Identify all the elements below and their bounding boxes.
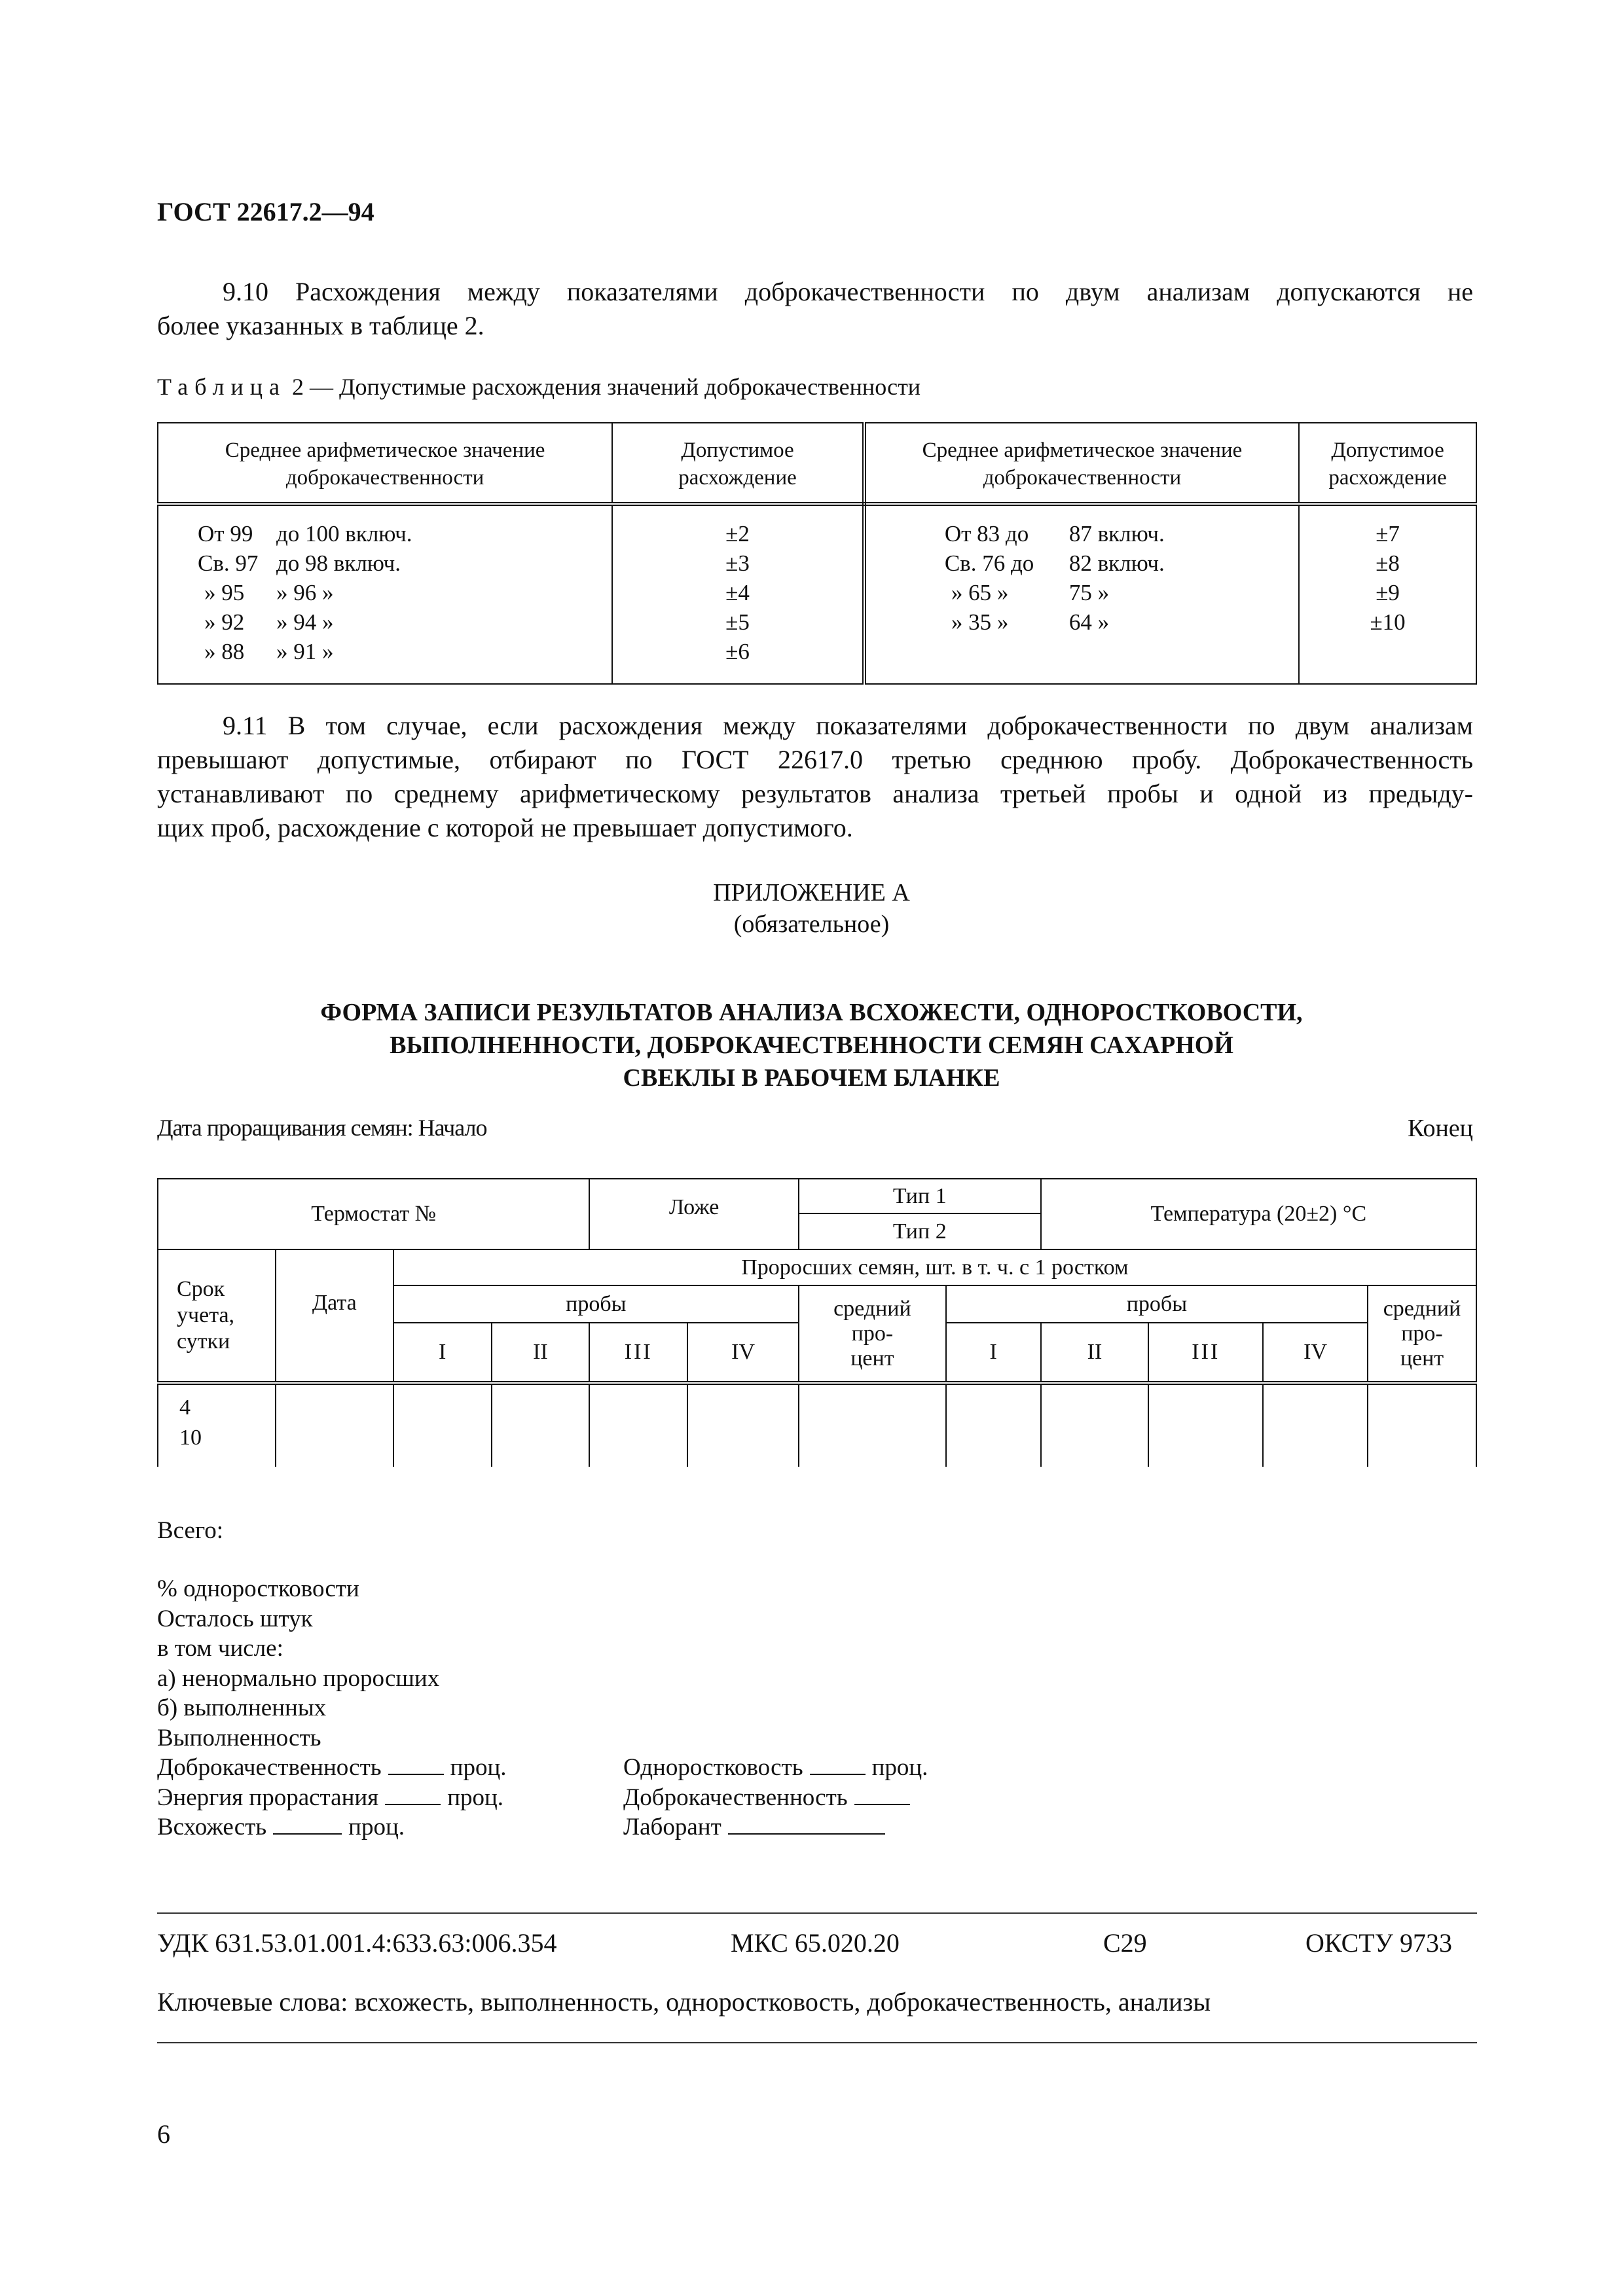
sample-3-header: III (1148, 1323, 1263, 1383)
paragraph-line: щих проб, расхождение с которой не превышает допустимого. (157, 813, 853, 842)
germination-date-line (157, 1114, 1473, 1141)
sample-3-header: III (589, 1323, 687, 1383)
range-row: От 99 до 100 включ. (198, 521, 412, 547)
table-header-row (158, 423, 1476, 504)
range-row: От 83 до 87 включ. (944, 521, 1165, 547)
average-percent-cell: средний про- цент (799, 1285, 946, 1383)
quality-field-right: Доброкачественность (623, 1783, 928, 1813)
bed-cell: Ложе (589, 1179, 799, 1249)
blank-line (728, 1814, 885, 1835)
fields-right (623, 1753, 928, 1842)
form-title: ФОРМА ЗАПИСИ РЕЗУЛЬТАТОВ АНАЛИЗА ВСХОЖЕСТИ, ОДНОРОСТКОВОСТИ, ВЫПОЛНЕННОСТИ, ДОБРОКАЧЕСТВЕННОСТИ СЕМЯН САХАРНОЙ СВЕКЛЫ В РАБОЧЕМ БЛАНКЕ (320, 999, 1303, 1092)
form-header-row-1 (158, 1179, 1476, 1213)
table-body-row (158, 504, 1476, 684)
caption-word: Таблица (157, 374, 286, 400)
sample-1-header: I (393, 1323, 492, 1383)
blank-line (385, 1784, 441, 1805)
result-line: Выполненность (157, 1724, 321, 1751)
footer-divider-bottom (157, 2042, 1477, 2043)
sample-4-header: IV (1263, 1323, 1368, 1383)
paragraph-line: более указанных в таблице 2. (157, 311, 484, 340)
average-percent-cell: средний про- цент (1368, 1285, 1476, 1383)
okstu-code: ОКСТУ 9733 (1305, 1928, 1453, 1958)
germination-field: Всхожесть проц. (157, 1814, 405, 1840)
blank-line (810, 1754, 866, 1775)
sample-2-header: II (492, 1323, 590, 1383)
form-cell (492, 1383, 590, 1467)
header-tolerance: Допустимое расхождение (1299, 423, 1476, 504)
tolerance-table (157, 422, 1477, 685)
range-row: Св. 97 до 98 включ. (198, 550, 401, 576)
samples-header-cell: пробы (946, 1285, 1368, 1323)
result-line: б) выполненных (157, 1695, 327, 1721)
range-row: » 95 » 96 » (204, 580, 334, 605)
form-cell (1263, 1383, 1368, 1467)
date-end-label: Конец (1408, 1115, 1473, 1142)
range-row: » 88 » 91 » (204, 639, 334, 664)
paragraph-line: 9.11 В том случае, если расхождения между показателями доброкачественности по двум анализам (223, 711, 1473, 740)
range-row: Св. 76 до 82 включ. (944, 550, 1165, 576)
type1-cell: Тип 1 (799, 1179, 1041, 1213)
record-form-table (157, 1178, 1477, 1467)
result-line: а) ненормально проросших (157, 1664, 440, 1692)
blank-line (388, 1754, 444, 1775)
table-2-caption (157, 373, 921, 401)
paragraph-9-10 (157, 275, 1473, 343)
mks-code: МКС 65.020.20 (731, 1928, 900, 1958)
form-header-row-3 (158, 1249, 1476, 1285)
appendix-subtitle: (обязательное) (733, 910, 890, 938)
form-cell (589, 1383, 687, 1467)
footer-divider-top (157, 1912, 1477, 1914)
term-cell: Срок учета, сутки (158, 1249, 276, 1383)
paragraph-line: устанавливают по среднему арифметическому результатов анализа третьей пробы и одной из предыду- (157, 779, 1473, 808)
energy-field: Энергия прорастания проц. (157, 1784, 504, 1811)
results-list (157, 1574, 439, 1753)
result-line: % одноростковости (157, 1575, 359, 1602)
appendix-title: ПРИЛОЖЕНИЕ А (713, 879, 910, 906)
form-cell (1368, 1383, 1476, 1467)
form-data-row (158, 1383, 1476, 1467)
document-header: ГОСТ 22617.2—94 (157, 197, 374, 226)
header-mean-value: Среднее арифметическое значение доброкачественности (864, 423, 1299, 504)
form-cell (1148, 1383, 1263, 1467)
date-start-label: Дата проращивания семян: Начало (157, 1115, 487, 1141)
header-mean-value: Среднее арифметическое значение доброкачественности (158, 423, 612, 504)
result-line: Осталось штук (157, 1605, 313, 1632)
thermostat-cell: Термостат № (158, 1179, 589, 1249)
sprouted-header-cell: Проросших семян, шт. в т. ч. с 1 ростком (393, 1249, 1476, 1285)
date-header-cell: Дата (276, 1249, 393, 1383)
quality-field: Доброкачественность проц. (157, 1754, 507, 1781)
paragraph-line: превышают допустимые, отбирают по ГОСТ 22617.0 третью среднюю пробу. Доброкачественность (157, 745, 1473, 774)
samples-header-cell: пробы (393, 1285, 799, 1323)
form-cell (276, 1383, 393, 1467)
fields-left (157, 1753, 507, 1842)
sample-4-header: IV (687, 1323, 799, 1383)
ranges-left (158, 504, 612, 684)
blank-line (273, 1814, 342, 1835)
result-line: в том числе: (157, 1635, 283, 1662)
range-row: » 65 » 75 » (951, 580, 1110, 605)
temperature-cell: Температура (20±2) °С (1041, 1179, 1476, 1249)
form-cell (1041, 1383, 1149, 1467)
laboratory-assistant-field: Лаборант (623, 1812, 928, 1842)
type2-cell: Тип 2 (799, 1213, 1041, 1249)
classification-code: С29 (1103, 1928, 1147, 1958)
tolerances-left: ±2 ±3 ±4 ±5 ±6 (612, 504, 864, 684)
caption-text: 2 — Допустимые расхождения значений доброкачественности (285, 374, 921, 400)
ranges-right (864, 504, 1299, 684)
total-label: Всего: (157, 1517, 224, 1544)
form-cell (687, 1383, 799, 1467)
range-row: » 92 » 94 » (204, 609, 334, 635)
form-cell (946, 1383, 1041, 1467)
days-cell: 4 10 (158, 1383, 276, 1467)
form-cell (393, 1383, 492, 1467)
header-tolerance: Допустимое расхождение (612, 423, 864, 504)
form-cell (799, 1383, 946, 1467)
sample-1-header: I (946, 1323, 1041, 1383)
page-number: 6 (157, 2119, 170, 2149)
paragraph-9-11 (157, 709, 1473, 845)
tolerances-right: ±7 ±8 ±9 ±10 (1299, 504, 1476, 684)
range-row: » 35 » 64 » (951, 609, 1110, 635)
blank-line (854, 1784, 910, 1805)
monogerm-field: Одноростковость проц. (623, 1754, 928, 1781)
udc-code: УДК 631.53.01.001.4:633.63:006.354 (157, 1928, 557, 1958)
sample-2-header: II (1041, 1323, 1149, 1383)
paragraph-line: 9.10 Расхождения между показателями доброкачественности по двум анализам допускаются не (223, 277, 1473, 306)
keywords: Ключевые слова: всхожесть, выполненность, одноростковость, доброкачественность, анализы (157, 1987, 1211, 2017)
